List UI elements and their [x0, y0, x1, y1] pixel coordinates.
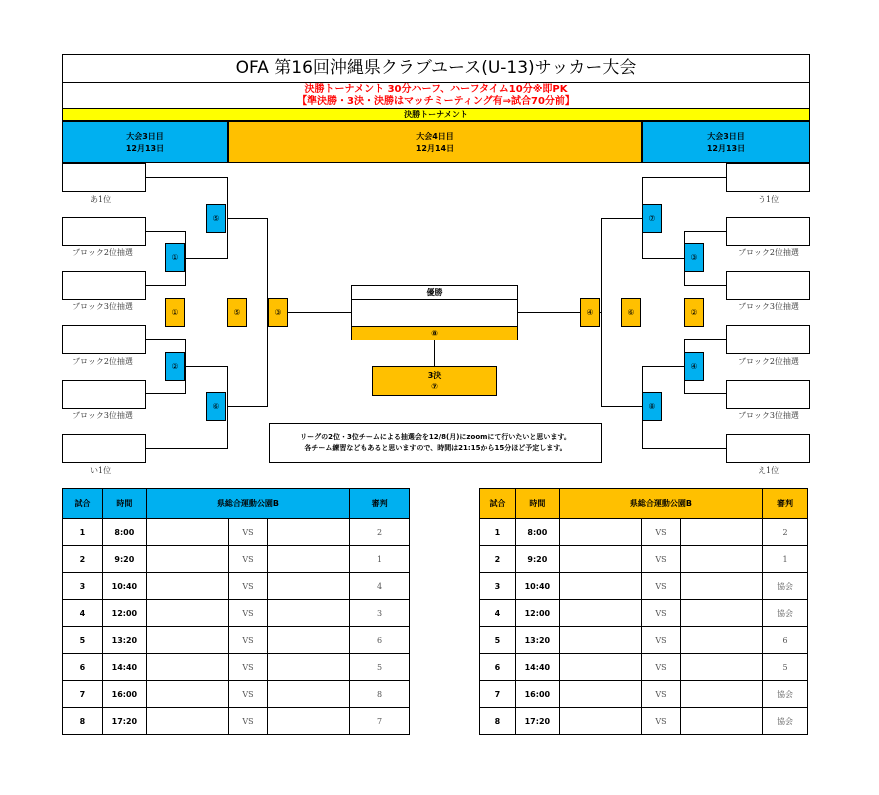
match-time: 9:20: [102, 546, 146, 573]
match-time: 10:40: [515, 573, 559, 600]
bracket-line: [185, 258, 228, 259]
referee-cell: 4: [350, 573, 410, 600]
referee-cell: 協会: [763, 681, 808, 708]
vs-label: VS: [641, 519, 681, 546]
table-row: [480, 681, 808, 708]
away-team-cell: [268, 681, 350, 708]
team-slot: [726, 434, 810, 463]
vs-label: VS: [228, 681, 268, 708]
match-badge: ⑦: [642, 204, 662, 233]
referee-cell: 1: [350, 546, 410, 573]
bracket-line: [146, 393, 186, 394]
vs-label: VS: [641, 546, 681, 573]
team-slot: [62, 325, 146, 354]
final-number: ⑧: [352, 326, 517, 340]
bracket-line: [227, 366, 228, 449]
home-team-cell: [146, 546, 228, 573]
match-time: 8:00: [515, 519, 559, 546]
bracket-line: [642, 448, 726, 449]
away-team-cell: [681, 519, 763, 546]
table-row: [480, 519, 808, 546]
match-time: 16:00: [515, 681, 559, 708]
bracket-line: [227, 406, 268, 407]
team-slot: [62, 380, 146, 409]
team-slot: [726, 163, 810, 192]
team-slot: [62, 434, 146, 463]
match-badge: ④: [580, 298, 600, 327]
table-row: [63, 573, 410, 600]
day-header-right-day: 大会3日目: [707, 132, 745, 141]
bracket-line: [684, 285, 726, 286]
vs-label: VS: [641, 708, 681, 735]
home-team-cell: [559, 600, 641, 627]
col-header-no: 試合: [63, 489, 103, 519]
match-time: 14:40: [102, 654, 146, 681]
table-row: [480, 573, 808, 600]
away-team-cell: [268, 519, 350, 546]
away-team-cell: [681, 681, 763, 708]
lottery-note: [269, 423, 602, 463]
match-badge: ③: [268, 298, 288, 327]
note-line-2: 各チーム練習などもあると思いますので、時間は21:15から15分ほど予定します。: [304, 444, 567, 452]
away-team-cell: [681, 573, 763, 600]
seed-label: え1位: [758, 466, 780, 475]
col-header-time: 時間: [515, 489, 559, 519]
team-slot: [726, 380, 810, 409]
vs-label: VS: [641, 627, 681, 654]
match-number: 4: [480, 600, 516, 627]
away-team-cell: [681, 546, 763, 573]
seed-label: ブロック3位抽選: [738, 302, 799, 311]
bracket-line: [146, 448, 228, 449]
referee-cell: 1: [763, 546, 808, 573]
col-header-time: 時間: [102, 489, 146, 519]
team-slot: [726, 325, 810, 354]
table-row: [480, 708, 808, 735]
bracket-line: [227, 218, 268, 219]
away-team-cell: [268, 654, 350, 681]
away-team-cell: [268, 546, 350, 573]
seed-label: ブロック2位抽選: [72, 248, 133, 257]
home-team-cell: [559, 627, 641, 654]
bracket-line: [434, 340, 435, 366]
home-team-cell: [146, 708, 228, 735]
team-slot: [62, 217, 146, 246]
subtitle-line-2: 【準決勝・3決・決勝はマッチミーティング有⇒試合70分前】: [297, 96, 575, 107]
bracket-line: [601, 218, 643, 219]
day-header-right-date: 12月13日: [706, 144, 746, 153]
match-badge: ③: [684, 243, 704, 272]
seed-label: あ1位: [90, 195, 112, 204]
match-number: 5: [480, 627, 516, 654]
referee-cell: 協会: [763, 573, 808, 600]
match-time: 17:20: [102, 708, 146, 735]
referee-cell: 協会: [763, 708, 808, 735]
match-number: 8: [480, 708, 516, 735]
away-team-cell: [268, 600, 350, 627]
bracket-line: [601, 406, 643, 407]
referee-cell: 6: [763, 627, 808, 654]
vs-label: VS: [228, 627, 268, 654]
match-badge: ④: [684, 352, 704, 381]
match-time: 17:20: [515, 708, 559, 735]
team-slot: [726, 217, 810, 246]
home-team-cell: [559, 681, 641, 708]
third-place-label: 3決: [427, 371, 442, 380]
away-team-cell: [681, 708, 763, 735]
col-header-venue: 県総合運動公園B: [559, 489, 762, 519]
home-team-cell: [559, 519, 641, 546]
seed-label: ブロック3位抽選: [738, 411, 799, 420]
match-time: 8:00: [102, 519, 146, 546]
match-time: 14:40: [515, 654, 559, 681]
match-badge: ②: [165, 352, 185, 381]
bracket-line: [185, 366, 228, 367]
match-number: 6: [63, 654, 103, 681]
col-header-venue: 県総合運動公園B: [146, 489, 349, 519]
referee-cell: 3: [350, 600, 410, 627]
table-row: [63, 600, 410, 627]
match-time: 13:20: [515, 627, 559, 654]
day-header-left-day: 大会3日目: [126, 132, 164, 141]
match-number: 3: [480, 573, 516, 600]
vs-label: VS: [228, 654, 268, 681]
match-number: 4: [63, 600, 103, 627]
schedule-table-left: [62, 488, 410, 735]
day-header-left-date: 12月13日: [125, 144, 165, 153]
home-team-cell: [146, 681, 228, 708]
schedule-table-right: [479, 488, 808, 735]
bracket-line: [146, 177, 228, 178]
table-row: [63, 627, 410, 654]
away-team-cell: [681, 654, 763, 681]
vs-label: VS: [228, 573, 268, 600]
table-row: [63, 546, 410, 573]
seed-label: ブロック3位抽選: [72, 411, 133, 420]
vs-label: VS: [641, 654, 681, 681]
match-badge: ①: [165, 298, 185, 327]
bracket-line: [684, 339, 726, 340]
match-number: 3: [63, 573, 103, 600]
table-row: [480, 627, 808, 654]
away-team-cell: [268, 708, 350, 735]
section-label: 決勝トーナメント: [62, 109, 810, 121]
col-header-ref: 審判: [763, 489, 808, 519]
vs-label: VS: [641, 573, 681, 600]
match-number: 6: [480, 654, 516, 681]
match-number: 1: [63, 519, 103, 546]
home-team-cell: [559, 573, 641, 600]
final-box: [351, 285, 518, 340]
match-time: 9:20: [515, 546, 559, 573]
table-header-row: [63, 489, 410, 519]
referee-cell: 6: [350, 627, 410, 654]
home-team-cell: [559, 708, 641, 735]
match-number: 5: [63, 627, 103, 654]
match-badge: ⑤: [227, 298, 247, 327]
team-slot: [726, 271, 810, 300]
bracket-line: [642, 177, 726, 178]
match-time: 12:00: [515, 600, 559, 627]
match-time: 16:00: [102, 681, 146, 708]
away-team-cell: [268, 573, 350, 600]
match-time: 13:20: [102, 627, 146, 654]
referee-cell: 8: [350, 681, 410, 708]
seed-label: い1位: [90, 466, 112, 475]
home-team-cell: [146, 573, 228, 600]
home-team-cell: [559, 654, 641, 681]
referee-cell: 2: [763, 519, 808, 546]
bracket-line: [684, 393, 726, 394]
day-header-center: [228, 121, 642, 163]
third-place-box: [372, 366, 497, 396]
vs-label: VS: [228, 600, 268, 627]
day-header-left: [62, 121, 228, 163]
col-header-no: 試合: [480, 489, 516, 519]
table-row: [480, 600, 808, 627]
match-badge: ⑥: [621, 298, 641, 327]
match-number: 7: [480, 681, 516, 708]
vs-label: VS: [641, 600, 681, 627]
col-header-ref: 審判: [350, 489, 410, 519]
team-slot: [62, 271, 146, 300]
seed-label: ブロック2位抽選: [738, 248, 799, 257]
match-badge: ⑧: [642, 392, 662, 421]
vs-label: VS: [228, 708, 268, 735]
referee-cell: 協会: [763, 600, 808, 627]
vs-label: VS: [641, 681, 681, 708]
vs-label: VS: [228, 546, 268, 573]
bracket-line: [642, 258, 685, 259]
seed-label: ブロック2位抽選: [72, 357, 133, 366]
table-row: [63, 519, 410, 546]
table-header-row: [480, 489, 808, 519]
seed-label: ブロック2位抽選: [738, 357, 799, 366]
away-team-cell: [681, 600, 763, 627]
match-time: 10:40: [102, 573, 146, 600]
match-time: 12:00: [102, 600, 146, 627]
match-number: 8: [63, 708, 103, 735]
home-team-cell: [146, 519, 228, 546]
day-header-right: [642, 121, 810, 163]
referee-cell: 5: [763, 654, 808, 681]
home-team-cell: [146, 600, 228, 627]
third-place-number: ⑦: [431, 382, 438, 391]
away-team-cell: [681, 627, 763, 654]
note-line-1: リーグの2位・3位チームによる抽選会を12/8(月)にzoomにて行いたいと思います。: [300, 433, 571, 441]
home-team-cell: [559, 546, 641, 573]
home-team-cell: [146, 654, 228, 681]
table-row: [480, 546, 808, 573]
day-header-center-day: 大会4日目: [416, 132, 454, 141]
bracket-line: [642, 366, 685, 367]
match-badge: ②: [684, 298, 704, 327]
table-row: [63, 708, 410, 735]
vs-label: VS: [228, 519, 268, 546]
bracket-line: [146, 339, 186, 340]
match-number: 2: [480, 546, 516, 573]
match-badge: ⑥: [206, 392, 226, 421]
bracket-line: [684, 231, 726, 232]
match-number: 1: [480, 519, 516, 546]
final-label: 優勝: [352, 286, 517, 300]
tournament-subtitle: [62, 83, 810, 109]
match-badge: ⑤: [206, 204, 226, 233]
match-badge: ①: [165, 243, 185, 272]
bracket-line: [146, 231, 186, 232]
seed-label: う1位: [758, 195, 780, 204]
match-number: 2: [63, 546, 103, 573]
day-header-center-date: 12月14日: [415, 144, 455, 153]
home-team-cell: [146, 627, 228, 654]
table-row: [480, 654, 808, 681]
tournament-title: OFA 第16回沖縄県クラブユース(U-13)サッカー大会: [62, 54, 810, 83]
table-row: [63, 681, 410, 708]
team-slot: [62, 163, 146, 192]
table-row: [63, 654, 410, 681]
subtitle-line-1: 決勝トーナメント 30分ハーフ、ハーフタイム10分※即PK: [304, 84, 568, 95]
bracket-line: [146, 285, 186, 286]
match-number: 7: [63, 681, 103, 708]
referee-cell: 5: [350, 654, 410, 681]
seed-label: ブロック3位抽選: [72, 302, 133, 311]
referee-cell: 2: [350, 519, 410, 546]
away-team-cell: [268, 627, 350, 654]
referee-cell: 7: [350, 708, 410, 735]
